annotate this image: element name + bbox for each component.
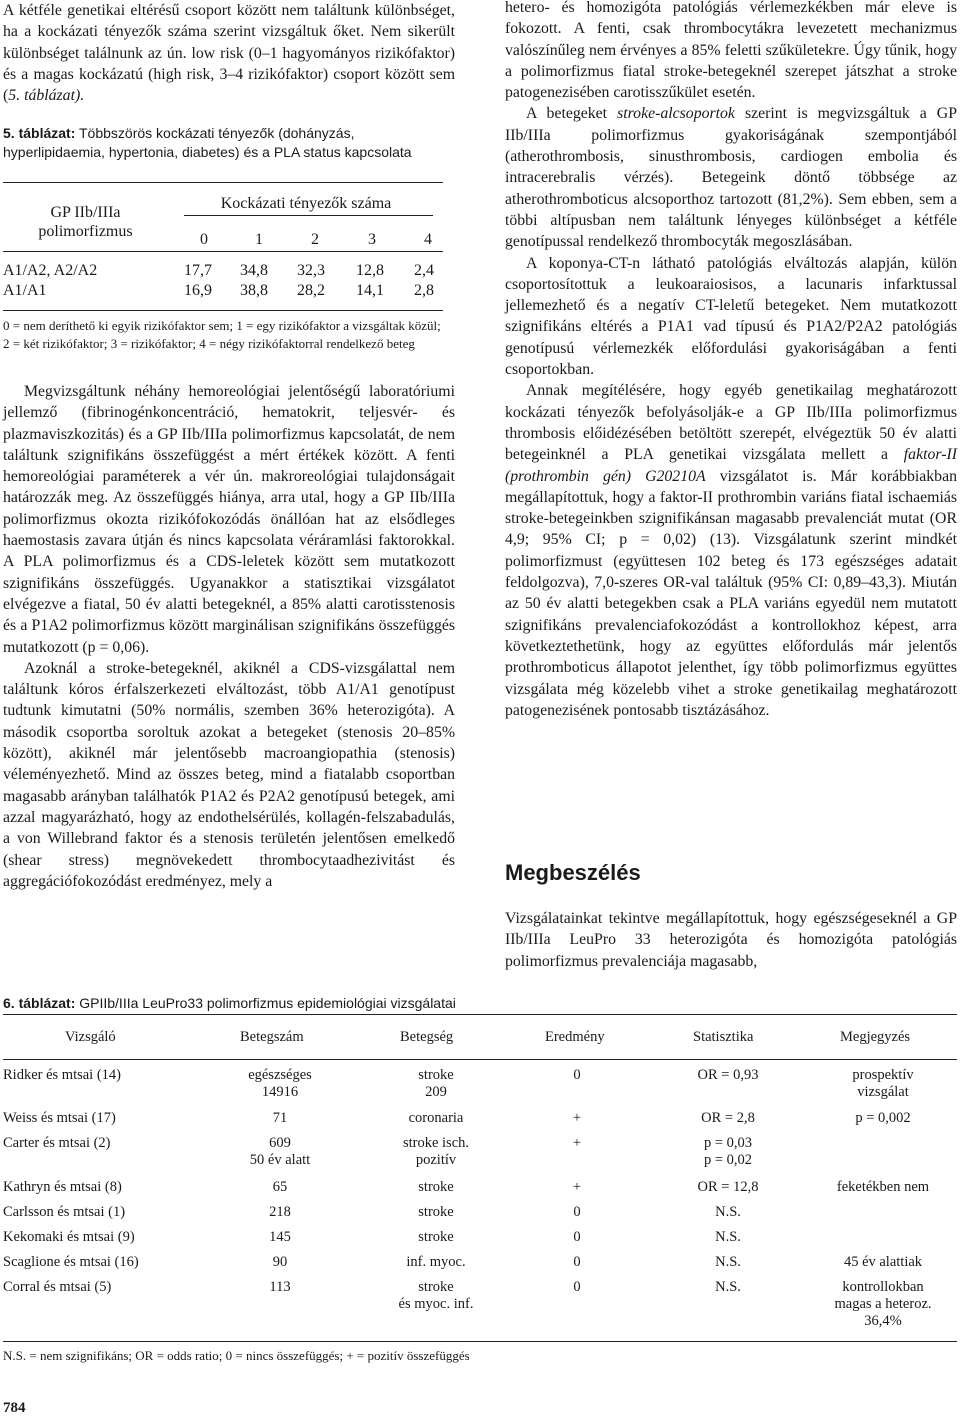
page-number: 784 — [3, 1400, 26, 1416]
intro-paragraph — [3, 0, 455, 106]
table-row — [3, 1135, 957, 1179]
table6-cell — [803, 1067, 960, 1101]
table6-cell: 65 — [272, 1179, 288, 1195]
table6-cell: 0 — [573, 1254, 581, 1270]
table5-col-head: 0 — [200, 231, 208, 248]
paragraph — [505, 103, 957, 252]
table5-note: 0 = nem deríthető ki egyik rizikófaktor sem; 1 = egy rizikófaktor a vizsgáltak közül; 2 = két rizikófaktor; 3 = rizikófaktor; 4 = négy rizikófaktorral rendelkező beteg — [3, 318, 441, 351]
cell-line: p = 0,03 — [703, 1135, 753, 1151]
table6-cell: OR = 12,8 — [697, 1179, 759, 1195]
table5-spanner-rule — [184, 215, 433, 216]
table5-cell: 2,4 — [414, 262, 434, 279]
paragraph: Vizsgálatainkat tekintve megállapítottuk, hogy egészségeseknél a GP IIb/IIIa LeuPro 33 heterozigóta és homozigóta patológiás polimorfizmus prevalenciája magasabb, — [505, 910, 957, 970]
table5-col-head: 3 — [368, 231, 376, 248]
table5-group-label-line1: GP IIb/IIIa — [50, 204, 121, 221]
cell-line: stroke isch. — [402, 1135, 470, 1151]
table6-footnote: N.S. = nem szignifikáns; OR = odds ratio; 0 = nincs összefüggés; + = pozitív összefüggés — [3, 1348, 470, 1363]
table6-cell: 145 — [269, 1229, 291, 1245]
table6-cell: stroke — [418, 1179, 454, 1195]
table5-cell: 16,9 — [184, 282, 212, 299]
cell-line: 36,4% — [864, 1313, 902, 1329]
table6-cell: inf. myoc. — [406, 1254, 466, 1270]
table5-cell: 12,8 — [356, 262, 384, 279]
table6-caption — [3, 994, 456, 1013]
table6-col-head: Betegség — [400, 1029, 454, 1045]
table6-caption-text: GPIIb/IIIa LeuPro33 polimorfizmus epidemiológiai vizsgálatai — [75, 995, 456, 1011]
table-row — [3, 1067, 957, 1110]
table-row — [3, 1229, 957, 1254]
table6-cell: 90 — [272, 1254, 288, 1270]
table6-cell: 218 — [269, 1204, 291, 1220]
table6-cell: + — [572, 1179, 582, 1195]
section-heading: Megbeszélés — [505, 860, 641, 885]
table6-cell: 0 — [573, 1279, 581, 1295]
cell-line: pozitív — [415, 1152, 457, 1168]
table6-cell: 71 — [272, 1110, 288, 1126]
table6-col-head: Vizsgáló — [65, 1029, 116, 1045]
cell-line: 209 — [425, 1084, 447, 1100]
table6-cell: N.S. — [715, 1279, 741, 1295]
table5-cell: 17,7 — [184, 262, 212, 279]
table6-cell: Weiss és mtsai (17) — [3, 1110, 116, 1126]
table5-caption-label: 5. táblázat: — [3, 125, 76, 141]
cell-line: 14916 — [261, 1084, 299, 1100]
table5-bottom-rule — [3, 310, 443, 311]
table5-cell: 34,8 — [240, 262, 268, 279]
table6-cell: 0 — [573, 1204, 581, 1220]
table5-spanner: Kockázati tényezők száma — [220, 195, 392, 212]
table6-cell — [803, 1279, 960, 1330]
table6-cell: 0 — [573, 1229, 581, 1245]
table5-caption-text: Többszörös kockázati tényezők (dohányzás, hyperlipidaemia, hypertonia, diabetes) és a PLA status kapcsolata — [3, 125, 412, 160]
table6-cell: Scaglione és mtsai (16) — [3, 1254, 139, 1270]
table-row — [3, 1179, 957, 1204]
table6-cell: + — [572, 1135, 582, 1151]
table6-cell: stroke — [418, 1204, 454, 1220]
table6-col-head: Statisztika — [693, 1029, 754, 1045]
table5-caption — [3, 124, 443, 161]
table6-cell: coronaria — [408, 1110, 464, 1126]
table5-col-head: 2 — [311, 231, 319, 248]
paragraph — [505, 380, 957, 721]
table5-row-label: A1/A2, A2/A2 — [3, 262, 98, 279]
paragraph: Azoknál a stroke-betegeknél, akiknél a CDS-vizsgálattal nem találtunk kóros érfalszerkezeti elváltozást, több A1/A1 genotípust tudtunk kimutatni (50% normális, szemben 36% heterozigóta). A második csoportba soroltuk azokat a betegeket (stenosis 20–85% között), akiknél már jelentősebb macroangiopathia (stenosis) véleményezhető. Mind az összes beteg, mind a fiatalabb csoportban magasabb arányban találhatók P1A2 és P2A2 genotípusú betegek, ami azzal magyarázható, hogy az endothelsérülés, kollagén-felszabadulás, a von Willebrand faktor és a stenosis területén jelentősen emelkedő (shear stress) megnövekedett thrombocytaadhezivitást és aggregációfokozódást eredményez, mely a — [3, 659, 455, 890]
cell-line: 609 — [269, 1135, 291, 1151]
table6-cell: N.S. — [715, 1254, 741, 1270]
table5-row-label: A1/A1 — [3, 282, 47, 299]
table-row — [3, 1110, 957, 1135]
table5-col-head: 1 — [255, 231, 263, 248]
table5-cell: 2,8 — [414, 282, 434, 299]
cell-line: p = 0,02 — [703, 1152, 753, 1168]
table6-col-head: Betegszám — [240, 1029, 304, 1045]
table-row — [3, 1254, 957, 1279]
cell-line: kontrollokban — [842, 1279, 924, 1295]
table6-cell: p = 0,002 — [855, 1110, 911, 1126]
table6-cell — [356, 1067, 516, 1101]
table6-cell: Kathryn és mtsai (8) — [3, 1179, 122, 1195]
table6-cell: 0 — [573, 1067, 581, 1083]
table6 — [3, 1014, 957, 1364]
table5-cell: 28,2 — [297, 282, 325, 299]
table-row — [3, 1204, 957, 1229]
table5-ref: 5. táblázat). — [8, 87, 85, 105]
table6-cell — [215, 1135, 345, 1169]
table6-cell: 45 év alattiak — [843, 1254, 923, 1270]
text-run: vizsgálatot is. Már korábbiakban megállapítottuk, hogy a faktor-II prothrombin variáns fiatal ischaemiás stroke-betegeinkben szignifikánsan magasabb prevalenciát mutat (OR 4,9; 95% CI; p = 0,02) (13). Vizsgálatunk szerint mindkét polimorfizmust (együttesen 102 beteg és 173 egészséges adatait feldolgozva), 7,0-szeres OR-val találtuk (95% CI: 0,89–43,3). Miután az 50 év alatti betegekben csak a PLA variáns egyedül nem mutatott szignifikáns prevalenciafokozódást a kontrollokhoz képest, arra következtethetünk, hogy az együttes előfordulás már jelentős prothromboticus állapotot jelenthet, így több polimorfizmus együttes vizsgálata még közelebb vihet a stroke genetikailag meghatározott patogenezisének pontosabb tisztázásához. — [505, 467, 957, 719]
table6-cell: OR = 0,93 — [697, 1067, 759, 1083]
cell-line: egészséges — [248, 1067, 312, 1083]
table-row — [3, 262, 443, 282]
table6-cell: stroke — [418, 1229, 454, 1245]
table6-cell: OR = 2,8 — [701, 1110, 755, 1126]
table6-cell — [356, 1135, 516, 1169]
table5-cell: 32,3 — [297, 262, 325, 279]
cell-line: és myoc. inf. — [398, 1296, 474, 1312]
table6-col-head: Eredmény — [545, 1029, 605, 1045]
discussion-body — [505, 908, 957, 972]
table5-group-label-line2: polimorfizmus — [38, 223, 133, 240]
text-run: szerint is megvizsgáltuk a GP IIb/IIIa polimorfizmus gyakoriságának szempontjából (atherothrombosis, sinusthrombosis, cardiogen embolia és intracerebralis vérzés). Betegeink döntő többsége az atherothromboticus alcsoporthoz tartozott (81,2%). Sem ebben, sem a többi altípusban nem találtunk lényeges különbséget a kétféle genotípussal rendelkező thrombocyták megoszlásában. — [505, 105, 957, 251]
table6-cell — [653, 1135, 803, 1169]
right-column — [505, 0, 957, 721]
table6-cell: feketékben nem — [836, 1179, 930, 1195]
table6-cell: N.S. — [715, 1229, 741, 1245]
left-column — [3, 0, 455, 106]
table6-cell: Kekomaki és mtsai (9) — [3, 1229, 135, 1245]
emphasis: stroke-alcsoportok — [617, 105, 735, 123]
table6-header — [3, 1015, 957, 1059]
table6-cell — [356, 1279, 516, 1313]
cell-line: prospektív — [852, 1067, 914, 1083]
table6-cell: Carter és mtsai (2) — [3, 1135, 111, 1151]
cell-line: stroke — [418, 1067, 454, 1083]
table5-cell: 14,1 — [356, 282, 384, 299]
table-row — [3, 282, 443, 302]
intro-text: A kétféle genetikai eltérésű csoport között nem találtunk különbséget, ha a kockázati tényezők száma szerint vizsgáltuk őket. Nem sikerült különbséget találnunk az ún. low risk (0–1 hagyományos rizikófaktor) és a magas kockázatú (high risk, 3–4 rizikófaktor) csoport között sem ( — [3, 2, 455, 105]
paragraph: A koponya-CT-n látható patológiás elváltozás alapján, külön csoportosítottuk a leukoaraiosisos, a lacunaris infarktussal jellemezhető és a negatív CT-leletű betegeket. Nem mutatkozott szignifikáns eltérés a P1A1 vad típusú és P1A2/P2A2 patológiás genotípusú vérlemezkék előfordulási gyakoriságában a fenti csoportokban. — [505, 254, 957, 379]
table6-cell: 113 — [269, 1279, 291, 1295]
table6-cell: Corral és mtsai (5) — [3, 1279, 112, 1295]
table6-col-head: Megjegyzés — [840, 1029, 911, 1045]
table6-cell — [215, 1067, 345, 1101]
table5-header — [3, 183, 443, 251]
table-row — [3, 1279, 957, 1341]
cell-line: vizsgálat — [857, 1084, 909, 1100]
table6-cell: Ridker és mtsai (14) — [3, 1067, 121, 1083]
table5-group-label — [13, 203, 158, 241]
table5-col-head: 4 — [424, 231, 432, 248]
table6-cell: + — [572, 1110, 582, 1126]
paragraph: Megvizsgáltunk néhány hemoreológiai jelentőségű laboratóriumi jellemző (fibrinogénkoncentráció, hematokrit, teljesvér- és plazmaviszkozitás) és a GP IIb/IIIa polimorfizmus kapcsolatát, de nem találtunk szignifikáns összefüggést a mért értékek között. A fenti hemoreológiai paraméterek a vér ún. makroreológiai tulajdonságait határozzák meg. Az összefüggés hiánya, arra utal, hogy a GP IIb/IIIa polimorfizmus okozta rizikófokozódás önállóan hat az elsődleges haemostasis zavara útján és nincs kapcsolata véráramlási faktorokkal. A PLA polimorfizmus és a CDS-leletek között sem mutatkozott szignifikáns összefüggés. Ugyanakkor a statisztikai vizsgálatot elvégezve a fiatal, 50 év alatti betegeknél, a 85% alatti carotisstenosis és a P1A2 polimorfizmus között marginálisan szignifikáns összefüggés mutatkozott (p = 0,06). — [3, 383, 455, 656]
text-run: A betegeket — [526, 105, 618, 123]
left-column-body — [3, 381, 455, 892]
table6-bottom-rule — [3, 1341, 957, 1342]
cell-line: stroke — [418, 1279, 454, 1295]
emphasis: faktor-II (prothrombin gén) G20210A — [505, 446, 957, 485]
cell-line: magas a heteroz. — [834, 1296, 932, 1312]
cell-line: 50 év alatt — [249, 1152, 311, 1168]
table6-caption-label: 6. táblázat: — [3, 995, 76, 1011]
text-run: Annak megítélésére, hogy egyéb genetikailag meghatározott kockázati tényezők befolyásolják-e a GP IIb/IIIa polimorfizmus thrombosis előidézésében betöltött szerepét, elvégeztük 50 év alatti betegeinknél a PLA genetikai vizsgálata mellett a — [505, 382, 957, 464]
table5 — [3, 182, 443, 353]
table5-cell: 38,8 — [240, 282, 268, 299]
table6-cell: N.S. — [715, 1204, 741, 1220]
table6-cell: Carlsson és mtsai (1) — [3, 1204, 126, 1220]
paragraph: hetero- és homozigóta patológiás vérlemezkékben már eleve is fokozott. A fenti, csak thrombocytákra levezetett mechanizmus valószínűleg nem érvényes a 85% feletti szűkületekre. Úgy tűnik, hogy a polimorfizmus fiatal stroke-betegeknél szerepet játszhat a stroke patogenezisében carotisszűkület esetén. — [505, 0, 957, 102]
